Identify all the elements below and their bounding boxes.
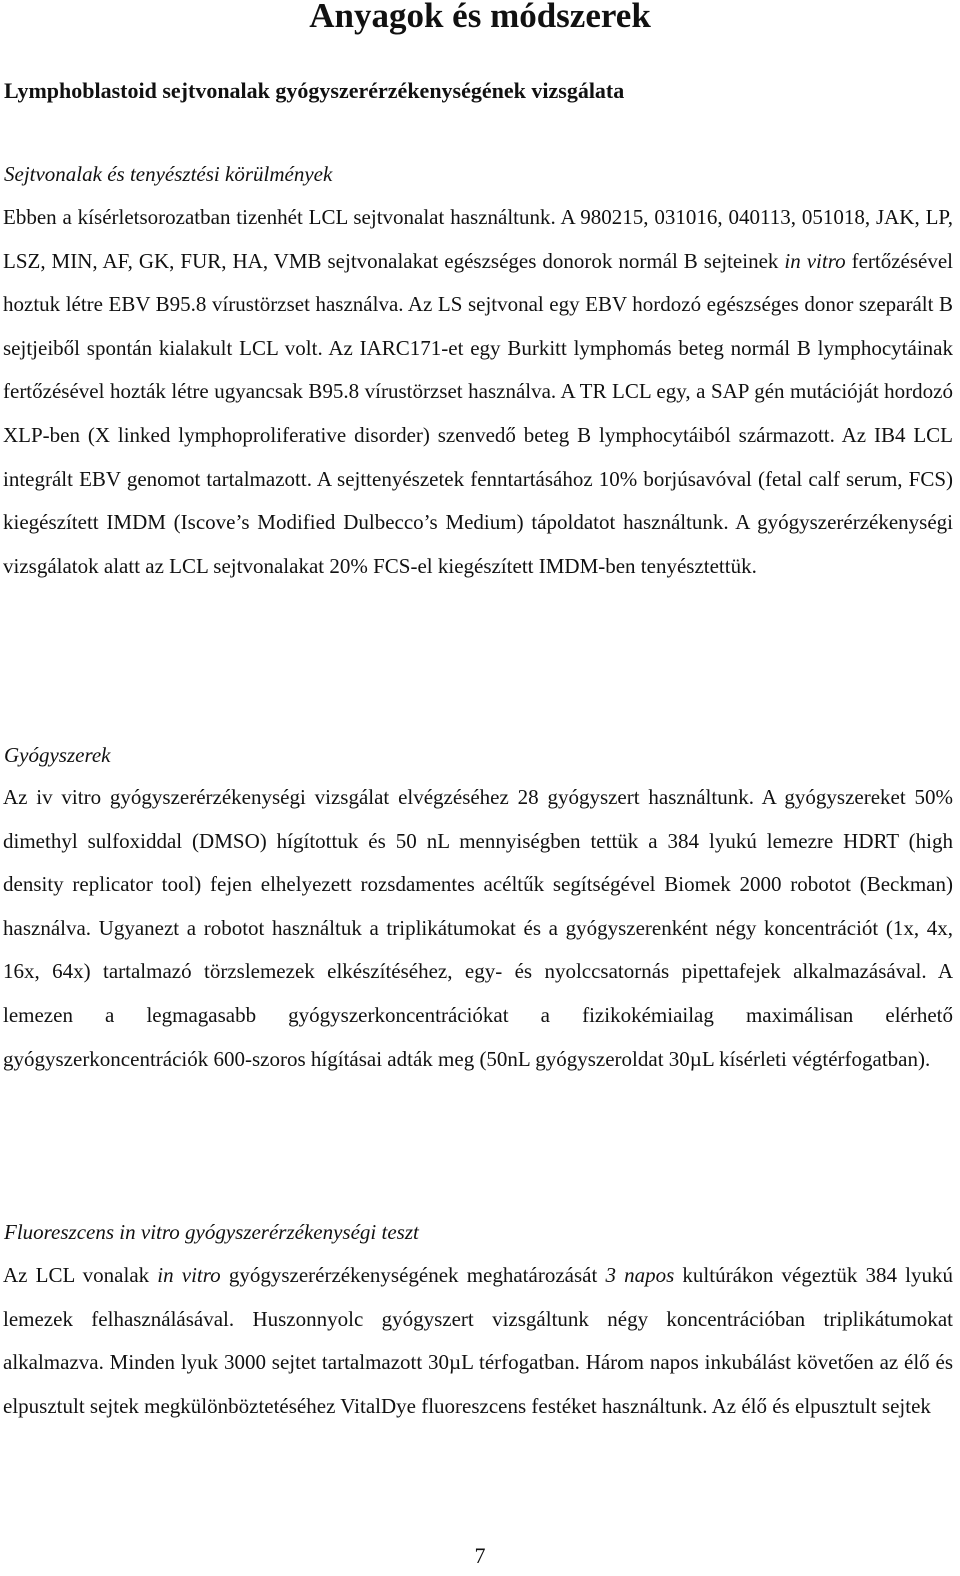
paragraph-text: gyógyszerérzékenységének meghatározását	[220, 1263, 606, 1287]
paragraph-text-italic: in vitro	[157, 1263, 221, 1287]
paragraph-cell-lines	[3, 196, 953, 588]
paragraph-text: fertőzésével hoztuk létre EBV B95.8 vírustörzset használva. Az LS sejtvonal egy EBV hordozó egészséges donor szeparált B sejtjeiből spontán kialakult LCL volt. Az IARC171-et egy Burkitt lymphomás beteg normál B lymphocytáinak fertőzésével hozták létre ugyancsak B95.8 vírustörzset használva. A TR LCL egy, a SAP gén mutációját hordozó XLP-ben (X linked lymphoproliferative disorder) szenvedő beteg B lymphocytáiból származott. Az IB4 LCL integrált EBV genomot tartalmazott. A sejttenyészetek fenntartásához 10% borjúsavóval (fetal calf serum, FCS) kiegészített IMDM (Iscove’s Modified Dulbecco’s Medium) tápoldatot használtunk. A gyógyszerérzékenységi vizsgálatok alatt az LCL sejtvonalakat 20% FCS-el kiegészített IMDM-ben tenyésztettük.	[3, 248, 954, 578]
subheading-fluorescent-test: Fluoreszcens in vitro gyógyszerérzékenységi teszt	[4, 1220, 419, 1244]
subheading-cell-lines: Sejtvonalak és tenyésztési körülmények	[4, 162, 333, 186]
paragraph-text: Az iv vitro gyógyszerérzékenységi vizsgálat elvégzéséhez 28 gyógyszert használtunk. A gyógyszereket 50% dimethyl sulfoxiddal (DMSO) hígítottuk és 50 nL mennyiségben tettük a 384 lyukú lemezre HDRT (high density replicator tool) fejen elhelyezett rozsdamentes acéltűk segítségével Biomek 2000 robotot (Beckman) használva. Ugyanezt a robotot használtuk a triplikátumokat és a gyógyszerenként négy koncentrációt (1x, 4x, 16x, 64x) tartalmazó törzslemezek elkészítéséhez, egy- és nyolccsatornás pipettafejek alkalmazásával. A lemezen a legmagasabb gyógyszerkoncentrációkat a fizikokémiailag maximálisan elérhető gyógyszerkoncentrációk 600-szoros hígításai adták meg (50nL gyógyszeroldat 30µL kísérleti végtérfogatban).	[3, 785, 953, 1071]
paragraph-text: Az LCL vonalak	[3, 1263, 158, 1287]
page-number: 7	[474, 1543, 486, 1568]
subheading-drugs: Gyógyszerek	[4, 743, 111, 767]
paragraph-text: kultúrákon végeztük 384 lyukú lemezek felhasználásával. Huszonnyolc gyógyszert vizsgáltunk négy koncentrációban triplikátumokat alkalmazva. Minden lyuk 3000 sejtet tartalmazott 30µL térfogatban. Három napos inkubálást követően az élő és elpusztult sejtek megkülönböztetéséhez VitalDye fluoreszcens festéket használtunk. Az élő és elpusztult sejtek	[3, 1263, 953, 1418]
paragraph-drugs	[3, 776, 953, 1081]
section-heading: Lymphoblastoid sejtvonalak gyógyszerérzékenységének vizsgálata	[4, 78, 625, 103]
paragraph-fluorescent-test	[3, 1254, 953, 1428]
paragraph-text-italic: in vitro	[784, 248, 846, 273]
paragraph-text: Ebben a kísérletsorozatban tizenhét LCL sejtvonalat használtunk. A 980215, 031016, 040113, 051018, JAK, LP, LSZ, MIN, AF, GK, FUR, HA, VMB sejtvonalakat egészséges donorok normál B sejteinek	[3, 205, 953, 273]
paragraph-text-italic: 3 napos	[605, 1263, 675, 1287]
page-title: Anyagok és módszerek	[309, 0, 651, 35]
